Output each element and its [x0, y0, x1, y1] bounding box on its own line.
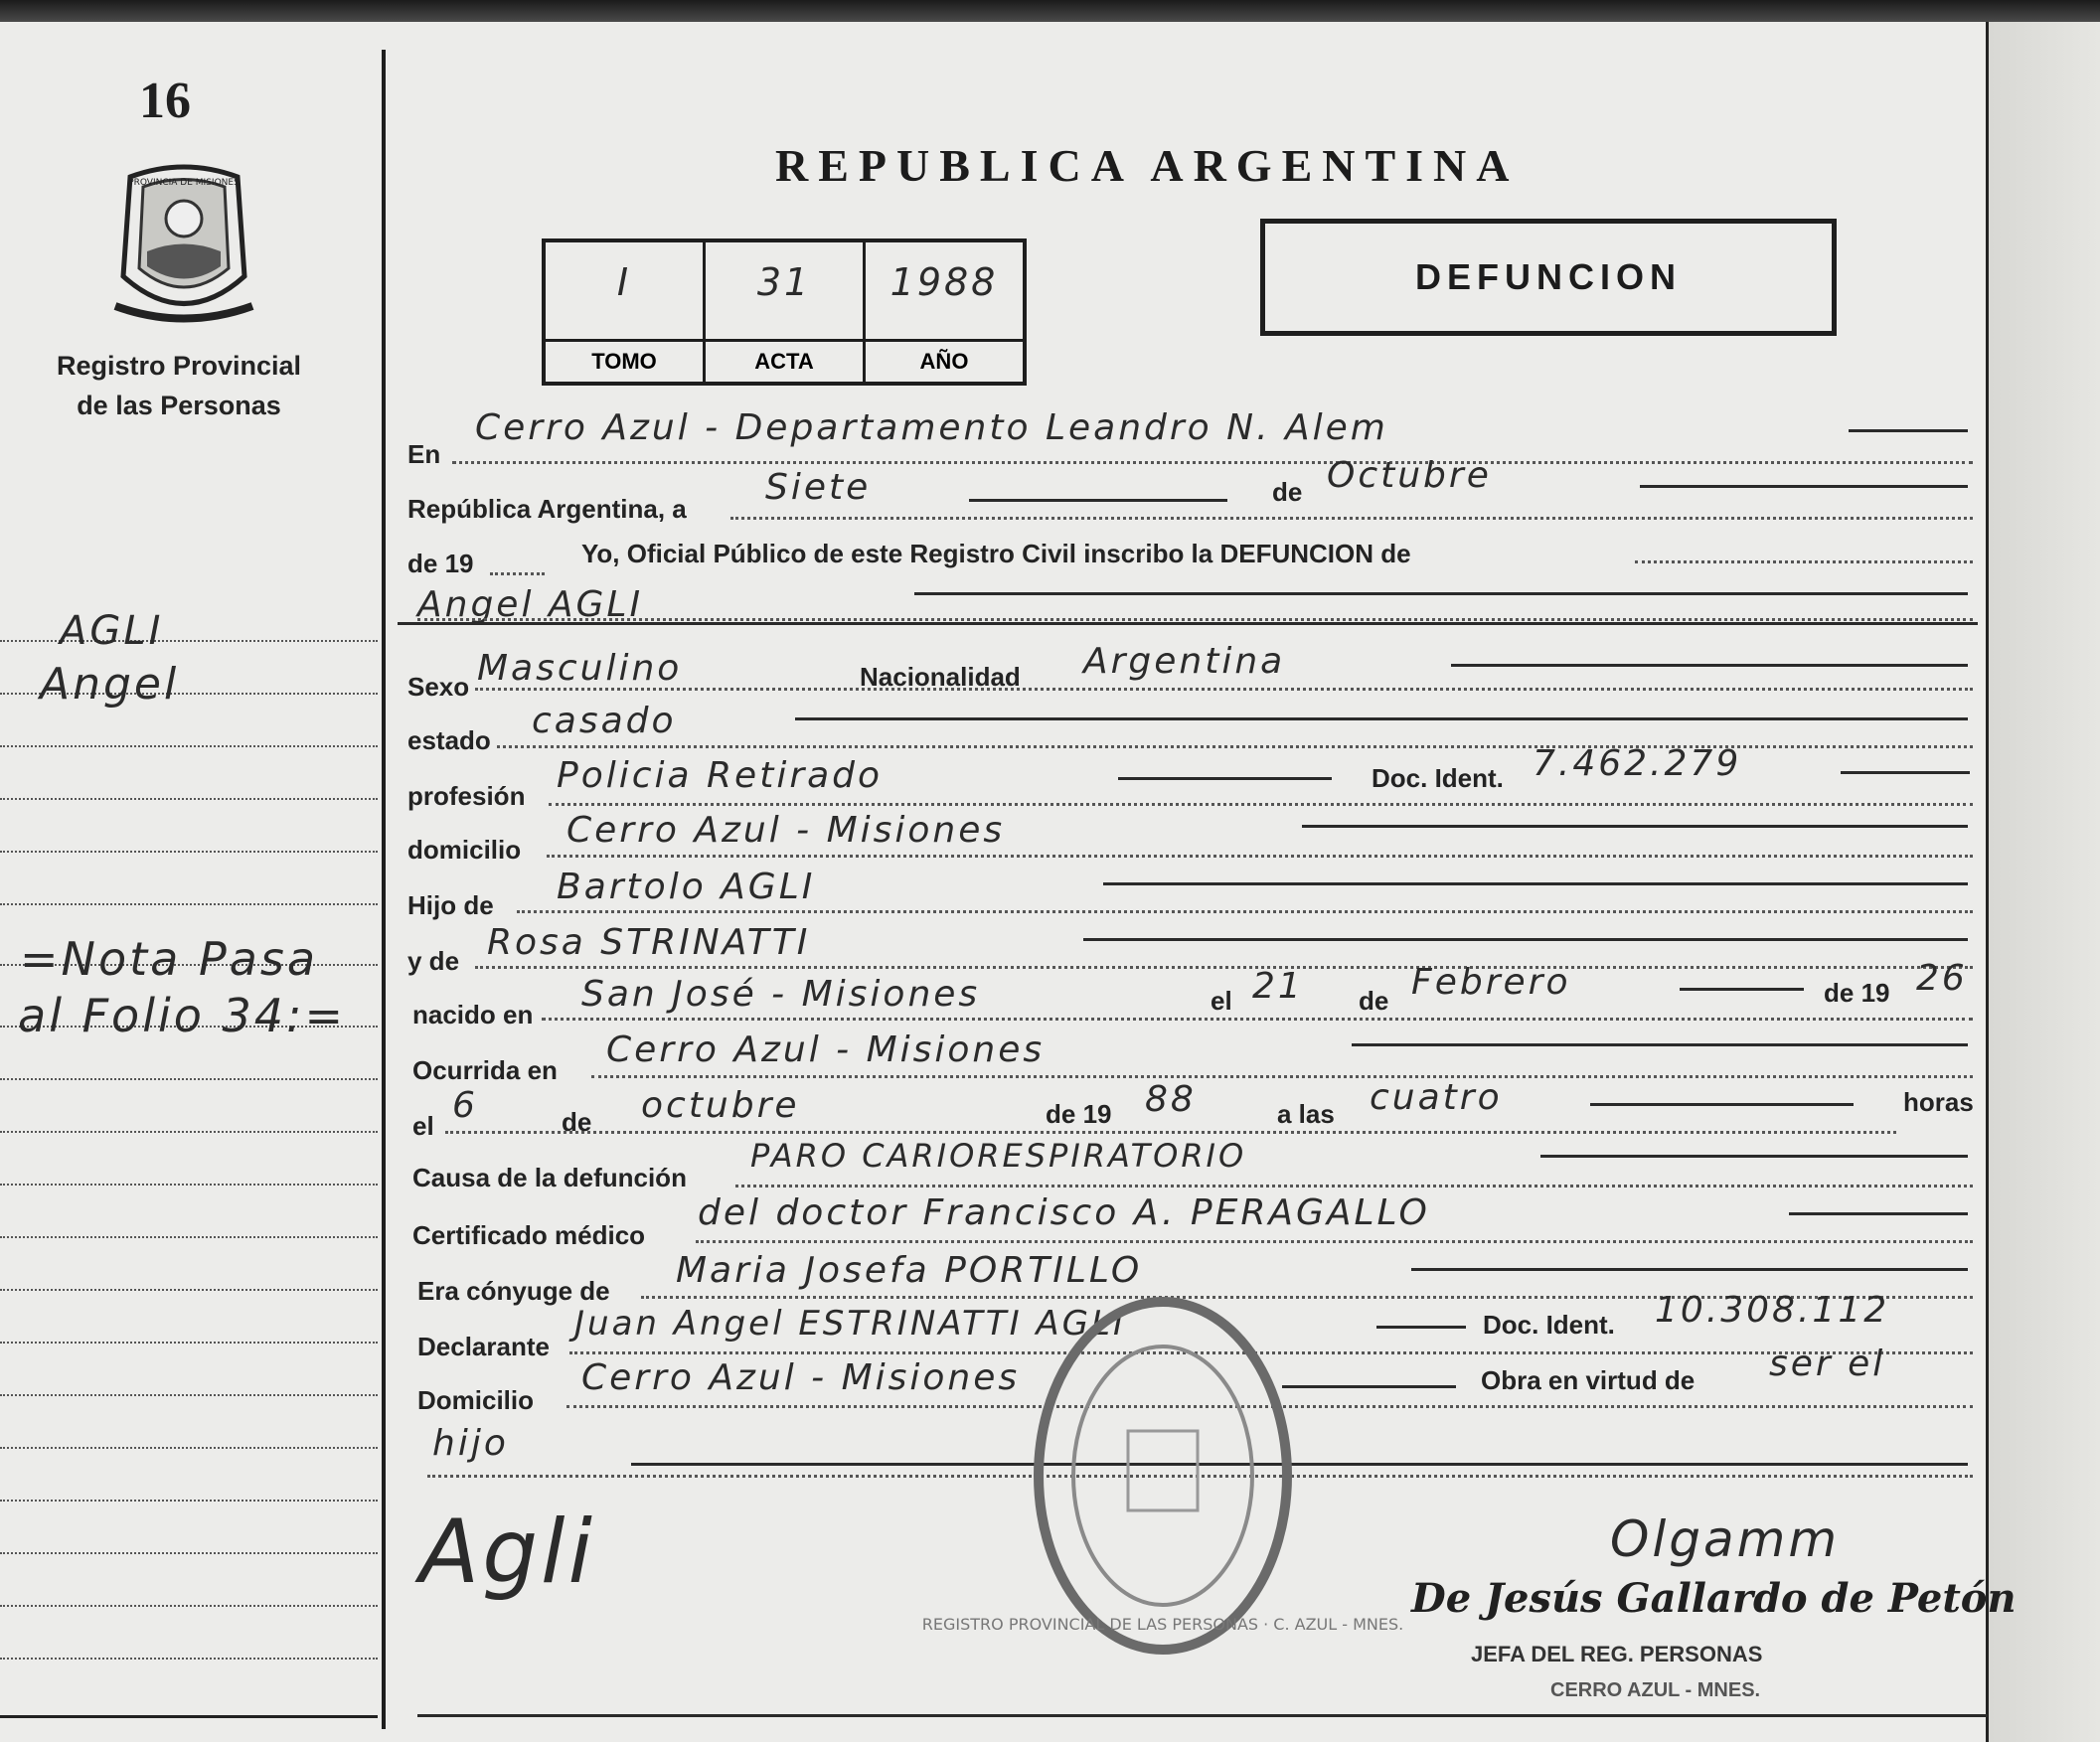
- sexo-value: Masculino: [477, 648, 683, 689]
- decl-doc-value: 10.308.112: [1655, 1290, 1890, 1331]
- year-prefix: de 19: [407, 549, 474, 578]
- causa-value: PARO CARIORESPIRATORIO: [750, 1137, 1247, 1175]
- decl-domicilio-label: Domicilio: [417, 1385, 535, 1415]
- dotted-line: [549, 803, 1973, 806]
- death-year: 88: [1145, 1079, 1197, 1120]
- mother-value: Rosa STRINATTI: [487, 922, 811, 963]
- fill-dash: [1680, 988, 1804, 991]
- place-label: En: [407, 439, 441, 469]
- conyuge-value: Maria Josefa PORTILLO: [676, 1250, 1143, 1291]
- official-stamp-icon: [921, 1282, 1404, 1669]
- doc-value: 7.462.279: [1533, 743, 1742, 784]
- margin-line: [0, 1715, 378, 1718]
- anio-cell: [866, 242, 1023, 382]
- fill-dash: [969, 499, 1227, 502]
- dotted-line: [497, 745, 1973, 748]
- margin-line: [0, 798, 378, 800]
- fill-dash: [1849, 429, 1968, 432]
- margin-line: [0, 1131, 378, 1133]
- dotted-line: [1635, 560, 1973, 563]
- fill-dash: [1118, 777, 1332, 780]
- bottom-rule: [417, 1714, 1988, 1717]
- margin-line: [0, 640, 378, 642]
- dotted-line: [517, 910, 1973, 913]
- margin-line: [0, 1289, 378, 1291]
- y-de-label: y de: [407, 946, 460, 976]
- birth-year-label: de 19: [1824, 978, 1890, 1008]
- tomo-cell: [546, 242, 706, 382]
- birth-year: 26: [1916, 958, 1968, 999]
- death-day: 6: [452, 1085, 478, 1126]
- dotted-line: [591, 1075, 1973, 1078]
- registry-line-1: Registro Provincial: [56, 351, 302, 381]
- margin-line: [0, 745, 378, 747]
- birthplace-value: San José - Misiones: [581, 974, 981, 1015]
- dotted-line: [735, 1185, 1973, 1188]
- margin-line: [0, 1342, 378, 1344]
- fill-dash: [1103, 882, 1968, 885]
- page-edge: [1986, 22, 2100, 1742]
- margin-line: [0, 1394, 378, 1396]
- official-signature: Olgamm: [1610, 1510, 1841, 1568]
- fill-dash: [1640, 485, 1968, 488]
- dotted-line: [452, 461, 1973, 464]
- section-rule: [398, 622, 1978, 625]
- margin-line: [0, 1447, 378, 1449]
- official-title: JEFA DEL REG. PERSONAS: [1471, 1642, 1763, 1666]
- margin-surname: AGLI: [60, 608, 164, 654]
- dotted-line: [475, 966, 1973, 969]
- father-value: Bartolo AGLI: [557, 867, 816, 907]
- ocurrida-value: Cerro Azul - Misiones: [606, 1029, 1046, 1070]
- margin-line: [0, 1552, 378, 1554]
- margin-line: [0, 1184, 378, 1186]
- estado-value: casado: [532, 701, 677, 741]
- death-year-label: de 19: [1046, 1099, 1112, 1129]
- margin-line: [0, 1078, 378, 1080]
- conyuge-label: Era cónyuge de: [417, 1276, 610, 1306]
- official-name: De Jesús Gallardo de Petón: [1411, 1575, 2017, 1622]
- anio-value: 1988: [889, 260, 999, 304]
- ocurrida-label: Ocurrida en: [412, 1055, 558, 1085]
- dotted-line: [417, 618, 1973, 621]
- dotted-line: [696, 1240, 1973, 1243]
- fill-dash: [1352, 1043, 1968, 1046]
- nacido-label: nacido en: [412, 1000, 534, 1029]
- acta-value: 31: [756, 260, 812, 304]
- doc-label: Doc. Ident.: [1372, 763, 1504, 793]
- dotted-line: [445, 1131, 1896, 1134]
- margin-line: [0, 851, 378, 853]
- declarant-signature: Agli: [419, 1501, 595, 1603]
- margin-line: [0, 1236, 378, 1238]
- svg-text:PROVINCIA DE MISIONES: PROVINCIA DE MISIONES: [128, 178, 240, 188]
- book-reference-box: [542, 238, 1027, 386]
- margin-line: [0, 1605, 378, 1607]
- nacionalidad-label: Nacionalidad: [860, 662, 1021, 692]
- fill-dash: [1540, 1155, 1968, 1158]
- fill-dash: [1376, 1326, 1466, 1329]
- certificado-label: Certificado médico: [412, 1220, 646, 1250]
- place-value: Cerro Azul - Departamento Leandro N. Alem: [475, 407, 1388, 448]
- month-value: Octubre: [1327, 455, 1492, 496]
- birth-day: 21: [1252, 966, 1304, 1007]
- anio-label: AÑO: [866, 339, 1023, 382]
- certificado-value: del doctor Francisco A. PERAGALLO: [698, 1192, 1430, 1233]
- margin-note-line-2: al Folio 34:=: [18, 989, 347, 1042]
- birth-el-label: el: [1211, 986, 1232, 1016]
- margin-given-name: Angel: [40, 659, 180, 710]
- hour-value: cuatro: [1370, 1077, 1503, 1118]
- fill-dash: [1083, 938, 1968, 941]
- act-type-box: DEFUNCION: [1260, 219, 1837, 336]
- obra-value: ser el: [1769, 1344, 1886, 1384]
- fill-dash: [1411, 1268, 1968, 1271]
- dotted-line: [547, 855, 1973, 858]
- domicilio-value: Cerro Azul - Misiones: [566, 810, 1006, 851]
- day-value: Siete: [765, 467, 872, 508]
- dotted-line: [730, 517, 1973, 520]
- fill-dash: [1590, 1103, 1854, 1106]
- horas-label: horas: [1903, 1087, 1974, 1117]
- acta-label: ACTA: [706, 339, 863, 382]
- margin-divider: [382, 50, 386, 1729]
- hijo-label: Hijo de: [407, 890, 494, 920]
- fill-dash: [914, 592, 1968, 595]
- tomo-label: TOMO: [546, 339, 703, 382]
- birth-de-label: de: [1359, 986, 1389, 1016]
- fill-dash: [1841, 771, 1970, 774]
- a-las-label: a las: [1277, 1099, 1335, 1129]
- domicilio-label: domicilio: [407, 835, 522, 865]
- margin-note-line-1: =Nota Pasa: [20, 932, 319, 986]
- sexo-label: Sexo: [407, 672, 470, 702]
- declarante-label: Declarante: [417, 1332, 550, 1361]
- fill-dash: [1789, 1212, 1968, 1215]
- decl-doc-label: Doc. Ident.: [1483, 1310, 1615, 1340]
- obra-value-cont: hijo: [432, 1423, 509, 1464]
- death-month: octubre: [641, 1085, 800, 1126]
- official-place: CERRO AZUL - MNES.: [1550, 1679, 1761, 1701]
- margin-line: [0, 1500, 378, 1502]
- decl-domicilio-value: Cerro Azul - Misiones: [581, 1357, 1021, 1398]
- fill-dash: [1451, 664, 1968, 667]
- dotted-line: [490, 572, 545, 575]
- estado-label: estado: [407, 725, 491, 755]
- tomo-value: I: [616, 260, 632, 304]
- fill-dash: [795, 717, 1968, 720]
- svg-text:REGISTRO PROVINCIAL DE LAS PER: REGISTRO PROVINCIAL DE LAS PERSONAS · C. AZUL - MNES.: [921, 1615, 1404, 1634]
- book-binding: [0, 0, 2100, 22]
- acta-cell: [706, 242, 866, 382]
- death-de-label: de: [562, 1107, 592, 1137]
- margin-line: [0, 1658, 378, 1660]
- nacionalidad-value: Argentina: [1083, 641, 1286, 682]
- dotted-line: [542, 1018, 1973, 1021]
- statement-text: Yo, Oficial Público de este Registro Civil inscribo la DEFUNCION de: [581, 539, 1411, 568]
- death-el-label: el: [412, 1111, 434, 1141]
- declarante-value: Juan Angel ESTRINATTI AGLI: [574, 1304, 1126, 1344]
- deceased-name: Angel AGLI: [417, 584, 644, 625]
- obra-label: Obra en virtud de: [1481, 1365, 1696, 1395]
- folio-number: 16: [139, 73, 191, 129]
- de-label: de: [1272, 477, 1303, 507]
- fill-dash: [1302, 825, 1968, 828]
- country-label: República Argentina, a: [407, 494, 687, 524]
- birth-month: Febrero: [1411, 962, 1571, 1003]
- registry-line-2: de las Personas: [77, 391, 281, 420]
- causa-label: Causa de la defunción: [412, 1163, 687, 1192]
- profesion-value: Policia Retirado: [557, 755, 884, 796]
- country-title: REPUBLICA ARGENTINA: [775, 140, 1520, 191]
- margin-line: [0, 903, 378, 905]
- misiones-seal-icon: [105, 157, 262, 326]
- registry-name: [20, 346, 338, 425]
- dotted-line: [475, 688, 1973, 691]
- profesion-label: profesión: [407, 781, 526, 811]
